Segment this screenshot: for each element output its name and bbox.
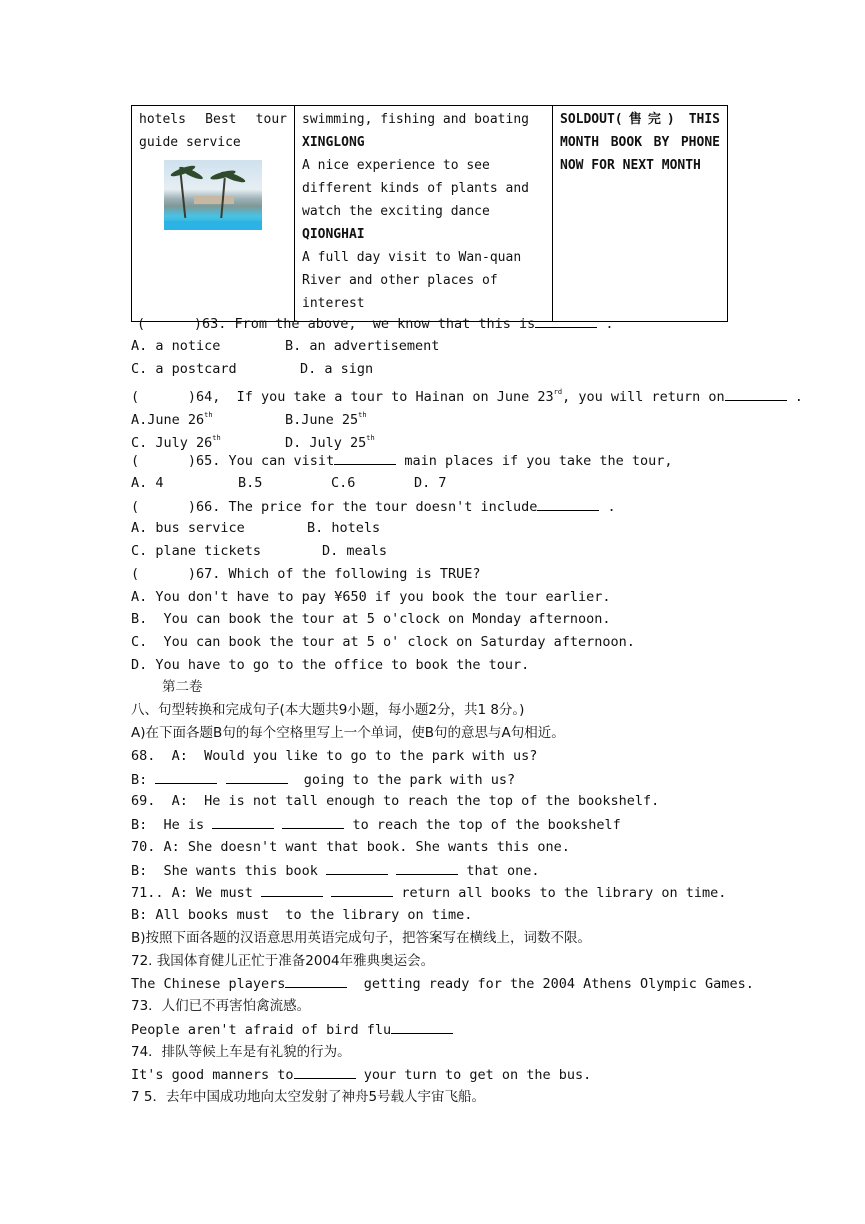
q68-blank-2	[226, 770, 288, 784]
q63-option-a: A. a notice	[131, 338, 221, 354]
q74-blank	[294, 1065, 356, 1079]
q64-option-a: A.June 26th	[131, 411, 213, 428]
q73-blank	[391, 1020, 453, 1034]
q70-blank-1	[326, 861, 388, 875]
q73-english: People aren't afraid of bird flu	[131, 1020, 453, 1039]
q69-sentence-a: 69. A: He is not tall enough to reach the top of the bookshelf.	[131, 793, 660, 809]
q65-option-a: A. 4	[131, 475, 164, 491]
table-cell-destinations	[295, 106, 553, 322]
q63-blank	[535, 314, 597, 328]
table-cell-booking	[553, 106, 728, 322]
q64-option-c: C. July 26th	[131, 434, 221, 451]
q65-stem: ( )65. You can visit main places if you take the tour,	[131, 453, 673, 469]
hotels-text: hotels Best tour guide service	[139, 112, 287, 150]
section-title: 第二卷	[162, 679, 203, 695]
q67-stem: ( )67. Which of the following is TRUE?	[131, 566, 481, 582]
q66-stem: ( )66. The price for the tour doesn't include .	[131, 499, 616, 515]
xinglong-title: XINGLONG	[302, 135, 365, 150]
q63-option-c: C. a postcard	[131, 361, 237, 377]
q65-blank	[334, 451, 396, 465]
q71-sentence-a: 71.. A: We must return all books to the library on time.	[131, 885, 727, 901]
q64-option-b: B.June 25th	[285, 411, 367, 428]
q64-stem: ( )64, If you take a tour to Hainan on June 23rd, you will return on .	[131, 388, 803, 405]
q71-blank-1	[261, 883, 323, 897]
part-a-instructions: A)在下面各题B句的每个空格里写上一个单词，使B句的意思与A句相近。	[131, 725, 565, 741]
activities-text: swimming, fishing and boating	[302, 112, 529, 127]
part-b-instructions: B)按照下面各题的汉语意思用英语完成句子，把答案写在横线上，词数不限。	[131, 930, 592, 946]
q74-english: It's good manners to your turn to get on the bus.	[131, 1067, 592, 1083]
qionghai-title: QIONGHAI	[302, 227, 365, 242]
tour-info-table	[131, 105, 728, 322]
beach-photo	[164, 160, 262, 230]
q72-blank	[285, 974, 347, 988]
q69-blank-2	[282, 815, 344, 829]
booking-text: SOLDOUT(售完) THIS MONTH BOOK BY PHONE NOW FOR NEXT MONTH	[560, 112, 720, 173]
q68-sentence-b: B: going to the park with us?	[131, 772, 516, 788]
q71-sentence-b: B: All books must to the library on time.	[131, 907, 473, 923]
q64-blank	[725, 387, 787, 401]
q66-option-c: C. plane tickets	[131, 543, 262, 559]
q66-option-d: D. meals	[322, 543, 388, 559]
xinglong-text: A nice experience to see different kinds of plants and watch the exciting dance	[302, 158, 529, 219]
q67-option-b: B. You can book the tour at 5 o'clock on Monday afternoon.	[131, 611, 611, 627]
q68-sentence-a: 68. A: Would you like to go to the park with us?	[131, 748, 538, 764]
q65-option-c: C.6	[331, 475, 356, 491]
q63-option-d: D. a sign	[300, 361, 374, 377]
q63-stem: ( )63. From the above, we know that this is .	[137, 316, 614, 332]
table-cell-hotels	[132, 106, 295, 322]
q70-sentence-b: B: She wants this book that one.	[131, 863, 540, 879]
q69-sentence-b: B: He is to reach the top of the bookshelf	[131, 817, 621, 833]
q65-option-b: B.5	[238, 475, 263, 491]
q75-chinese: 7 5．去年中国成功地向太空发射了神舟5号载人宇宙飞船。	[131, 1089, 486, 1105]
section-heading: 八、句型转换和完成句子(本大题共9小题，每小题2分，共1 8分。)	[131, 702, 525, 718]
q69-blank-1	[212, 815, 274, 829]
q74-chinese: 74．排队等候上车是有礼貌的行为。	[131, 1044, 351, 1060]
q70-sentence-a: 70. A: She doesn't want that book. She wants this one.	[131, 839, 570, 855]
q67-option-c: C. You can book the tour at 5 o' clock on Saturday afternoon.	[131, 634, 635, 650]
qionghai-text: A full day visit to Wan-quan River and other places of interest	[302, 250, 522, 311]
q67-option-a: A. You don't have to pay ¥650 if you book the tour earlier.	[131, 589, 611, 605]
q68-blank-1	[155, 770, 217, 784]
q65-option-d: D. 7	[414, 475, 447, 491]
q63-option-b: B. an advertisement	[285, 338, 440, 354]
table-row	[132, 106, 728, 322]
q66-option-b: B. hotels	[307, 520, 381, 536]
q73-chinese: 73．人们已不再害怕禽流感。	[131, 998, 311, 1014]
q72-chinese: 72. 我国体育健儿正忙于准备2004年雅典奥运会。	[131, 953, 435, 969]
q71-blank-2	[331, 883, 393, 897]
q72-english: The Chinese players getting ready for the 2004 Athens Olympic Games.	[131, 976, 754, 992]
q66-option-a: A. bus service	[131, 520, 245, 536]
q67-option-d: D. You have to go to the office to book the tour.	[131, 657, 530, 673]
q64-option-d: D. July 25th	[285, 434, 375, 451]
q70-blank-2	[396, 861, 458, 875]
q66-blank	[537, 497, 599, 511]
